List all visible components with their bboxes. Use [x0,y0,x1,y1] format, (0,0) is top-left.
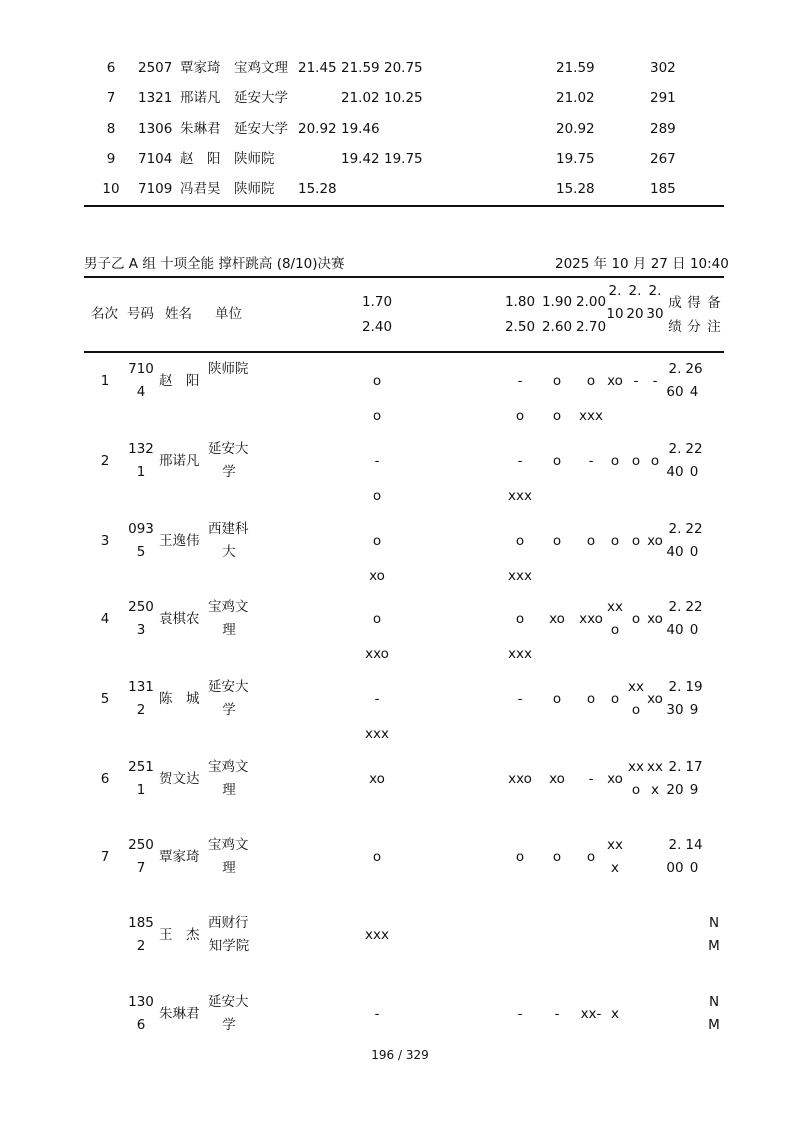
prev-athlete-name: 邢诺凡 [180,90,221,107]
athlete-name: 朱琳君 [159,1006,200,1022]
points: 9 [689,782,699,798]
bib-number: 5 [136,544,146,560]
attempt-mark: o [610,533,620,549]
prev-attempt-2: 19.46 [341,120,380,137]
attempt-mark: o [586,849,596,865]
header-height-1-90: 1.90 [541,294,573,310]
bib-number: 132 [128,441,154,457]
unit: 理 [222,860,236,876]
points: 0 [689,544,699,560]
header-height-2-10: 10 [606,306,624,322]
athlete-name: 王逸伟 [159,533,200,549]
points: 22 [685,441,703,457]
athlete-name: 邢诺凡 [159,453,200,469]
unit: 西建科 [208,521,249,537]
rank: 6 [100,771,110,787]
attempt-mark: xo [607,771,623,787]
result-mark: 2. [668,361,682,377]
result-mark: 40 [666,464,684,480]
attempt-mark: o [552,849,562,865]
result-mark: 2. [668,521,682,537]
attempt-mark: - [554,1006,560,1022]
prev-unit: 陕师院 [234,150,275,167]
attempt-mark: o [552,373,562,389]
event-title: 男子乙 A 组 十项全能 撑杆跳高 (8/10)决赛 [84,256,345,272]
prev-bib: 1321 [138,90,173,107]
attempt-mark: o [631,782,641,798]
attempt-mark: xx [607,599,623,615]
attempt-mark: o [650,453,660,469]
points: 0 [689,622,699,638]
attempt-mark: - [588,771,594,787]
attempt-mark: xxx [508,568,532,584]
attempt-mark: o [372,611,382,627]
attempt-mark: x [611,1006,619,1022]
attempt-mark: o [586,373,596,389]
attempt-mark: xo [369,771,385,787]
athlete-name: 赵 阳 [159,373,200,389]
unit: 知学院 [208,938,250,954]
note: M [708,938,720,954]
attempt-mark: o [372,533,382,549]
rank: 1 [100,373,110,389]
attempt-mark: xx- [580,1006,602,1022]
prev-points: 185 [650,181,676,198]
header-height-1-80: 1.80 [504,294,536,310]
unit: 延安大 [208,679,249,695]
unit: 学 [222,1017,236,1033]
bib-number: 2 [136,702,146,718]
prev-unit: 延安大学 [234,120,288,137]
attempt-mark: - [633,373,639,389]
attempt-mark: - [517,1006,523,1022]
points: 4 [689,384,699,400]
bib-number: 4 [136,384,146,400]
prev-best-mark: 20.92 [556,120,595,137]
header-rank: 名次 [91,306,118,322]
prev-attempt-1: 21.45 [298,60,337,76]
unit: 延安大 [208,441,249,457]
prev-athlete-name: 赵 阳 [180,150,221,167]
athlete-name: 陈 城 [159,691,200,707]
attempt-mark: o [515,408,525,424]
attempt-mark: o [552,691,562,707]
attempt-mark: o [372,373,382,389]
athlete-name: 贺文达 [159,771,200,787]
attempt-mark: o [372,408,382,424]
prev-athlete-name: 冯君昊 [180,181,221,198]
attempt-mark: - [517,691,523,707]
points: 0 [689,860,699,876]
note: M [708,1017,720,1033]
unit: 陕师院 [208,361,249,377]
attempt-mark: xxx [365,927,389,943]
note: N [708,994,720,1010]
athlete-name: 覃家琦 [159,849,200,865]
result-mark: 30 [666,702,684,718]
prev-points: 291 [650,90,676,107]
attempt-mark: o [610,622,620,638]
header-height-1-70: 1.70 [361,294,393,310]
header-points: 得 [687,295,701,311]
athlete-name: 袁棋农 [159,611,200,627]
header-result: 绩 [668,319,682,335]
bib-number: 6 [136,1017,146,1033]
header-result: 成 [668,295,682,311]
attempt-mark: o [631,453,641,469]
prev-rank: 9 [106,150,116,167]
bib-number: 1 [136,464,146,480]
attempt-mark: xxx [508,646,532,662]
header-height-2-20: 2. [628,283,642,299]
prev-athlete-name: 朱琳君 [180,120,221,137]
attempt-mark: xo [607,373,623,389]
attempt-mark: o [610,691,620,707]
attempt-mark: xo [647,691,663,707]
result-mark: 2. [668,837,682,853]
unit: 理 [222,782,236,798]
points: 26 [685,361,703,377]
header-bib: 号码 [127,306,154,322]
header-height-2-10: 2. [608,283,622,299]
attempt-mark: o [586,533,596,549]
unit: 西财行 [208,915,249,931]
attempt-mark: o [515,533,525,549]
attempt-mark: xxo [508,771,532,787]
prev-attempt-2: 19.42 [341,150,380,167]
prev-bib: 7109 [138,181,173,198]
prev-athlete-name: 覃家琦 [180,60,221,76]
attempt-mark: o [552,453,562,469]
result-mark: 20 [666,782,684,798]
bib-number: 1 [136,782,146,798]
attempt-mark: xo [549,771,565,787]
prev-rank: 7 [106,90,116,107]
header-name: 姓名 [165,306,192,322]
prev-points: 302 [650,60,676,76]
bib-number: 130 [128,994,154,1010]
prev-best-mark: 15.28 [556,181,595,198]
attempt-mark: x [611,860,619,876]
header-height-2-50: 2.50 [504,319,536,335]
attempt-mark: - [374,453,380,469]
unit: 学 [222,464,236,480]
note: N [708,915,720,931]
attempt-mark: o [372,849,382,865]
bib-number: 250 [128,837,154,853]
header-note: 备 [707,295,721,311]
header-height-2-20: 20 [626,306,644,322]
prev-rank: 8 [106,120,116,137]
prev-rank: 6 [106,60,116,76]
result-mark: 2. [668,759,682,775]
attempt-mark: xxx [508,488,532,504]
bib-number: 250 [128,599,154,615]
attempt-mark: xx [647,759,663,775]
bib-number: 185 [128,915,154,931]
header-note: 注 [707,319,721,335]
points: 9 [689,702,699,718]
attempt-mark: xxx [365,726,389,742]
prev-rank: 10 [102,181,120,198]
attempt-mark: o [515,611,525,627]
attempt-mark: xx [628,679,644,695]
result-mark: 2. [668,441,682,457]
header-height-2-70: 2.70 [575,319,607,335]
attempt-mark: o [631,702,641,718]
attempt-mark: xx [628,759,644,775]
attempt-mark: xxo [579,611,603,627]
prev-points: 267 [650,150,676,167]
prev-best-mark: 21.59 [556,60,595,76]
prev-attempt-1: 15.28 [298,181,337,198]
points: 19 [685,679,703,695]
prev-attempt-1: 20.92 [298,120,337,137]
unit: 宝鸡文 [208,759,249,775]
bib-number: 131 [128,679,154,695]
page-number: 196 / 329 [371,1048,429,1062]
attempt-mark: o [372,488,382,504]
unit: 宝鸡文 [208,837,249,853]
attempt-mark: o [631,611,641,627]
result-mark: 60 [666,384,684,400]
rank: 7 [100,849,110,865]
bib-number: 7 [136,860,146,876]
points: 0 [689,464,699,480]
attempt-mark: - [652,373,658,389]
header-unit: 单位 [215,306,242,322]
header-height-2-00: 2.00 [575,294,607,310]
header-points: 分 [687,319,701,335]
header-height-2-40: 2.40 [361,319,393,335]
bib-number: 251 [128,759,154,775]
rank: 5 [100,691,110,707]
rank: 2 [100,453,110,469]
header-height-2-30: 30 [646,306,664,322]
points: 17 [685,759,703,775]
bib-number: 093 [128,521,154,537]
prev-unit: 陕师院 [234,181,275,198]
prev-attempt-3: 10.25 [384,90,423,107]
result-mark: 40 [666,622,684,638]
unit: 延安大 [208,994,249,1010]
rank: 4 [100,611,110,627]
points: 14 [685,837,703,853]
prev-bib: 1306 [138,120,173,137]
result-mark: 00 [666,860,684,876]
attempt-mark: xo [549,611,565,627]
prev-best-mark: 19.75 [556,150,595,167]
prev-unit: 宝鸡文理 [234,60,288,76]
attempt-mark: - [517,373,523,389]
unit: 理 [222,622,236,638]
result-mark: 2. [668,679,682,695]
result-mark: 40 [666,544,684,560]
attempt-mark: - [517,453,523,469]
points: 22 [685,599,703,615]
prev-unit: 延安大学 [234,90,288,107]
attempt-mark: - [588,453,594,469]
header-height-2-30: 2. [648,283,662,299]
prev-attempt-3: 20.75 [384,60,423,76]
prev-bib: 7104 [138,150,173,167]
event-datetime: 2025 年 10 月 27 日 10:40 [555,256,729,272]
attempt-mark: o [552,533,562,549]
attempt-mark: o [610,453,620,469]
unit: 大 [222,544,236,560]
rank: 3 [100,533,110,549]
table-bottom-rule [84,205,724,207]
attempt-mark: xo [647,611,663,627]
prev-bib: 2507 [138,60,173,76]
prev-points: 289 [650,120,676,137]
attempt-mark: o [515,849,525,865]
attempt-mark: x [651,782,659,798]
prev-attempt-2: 21.02 [341,90,380,107]
attempt-mark: xxx [579,408,603,424]
header-top-rule [84,276,724,278]
attempt-mark: xx [607,837,623,853]
points: 22 [685,521,703,537]
bib-number: 3 [136,622,146,638]
attempt-mark: o [586,691,596,707]
attempt-mark: - [374,1006,380,1022]
athlete-name: 王 杰 [159,927,200,943]
attempt-mark: o [552,408,562,424]
attempt-mark: o [631,533,641,549]
bib-number: 2 [136,938,146,954]
prev-attempt-2: 21.59 [341,60,380,76]
result-mark: 2. [668,599,682,615]
attempt-mark: xxo [365,646,389,662]
attempt-mark: - [374,691,380,707]
unit: 宝鸡文 [208,599,249,615]
attempt-mark: xo [647,533,663,549]
prev-attempt-3: 19.75 [384,150,423,167]
prev-best-mark: 21.02 [556,90,595,107]
attempt-mark: xo [369,568,385,584]
unit: 学 [222,702,236,718]
header-height-2-60: 2.60 [541,319,573,335]
bib-number: 710 [128,361,154,377]
header-bottom-rule [84,351,724,353]
